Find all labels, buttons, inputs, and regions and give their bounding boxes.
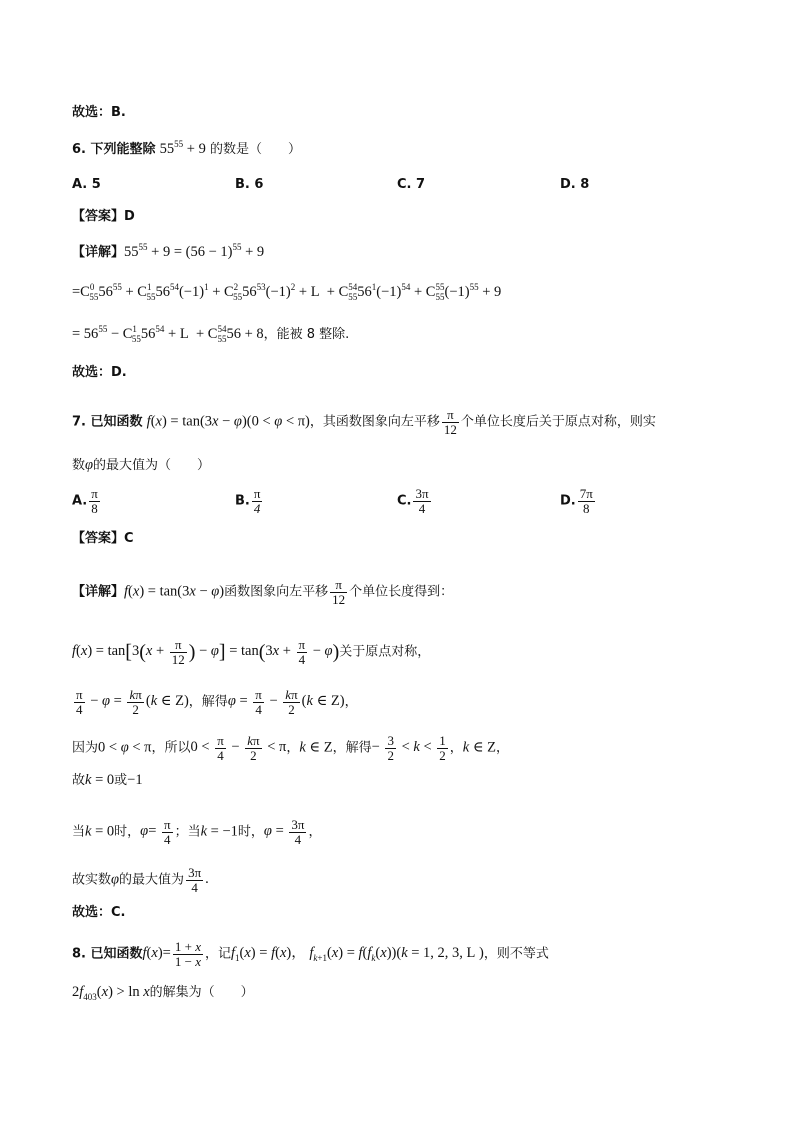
q7-k-in-z: k ∈ Z bbox=[299, 739, 333, 756]
q6-detail-line-1 bbox=[72, 243, 264, 262]
q6-stem-tail: 的数是（ ） bbox=[209, 142, 301, 157]
q7-option-a bbox=[72, 487, 102, 515]
q7-k-values-b: −1 bbox=[127, 772, 143, 788]
q6-conclusion: 故选：D. bbox=[72, 365, 127, 380]
q6-detail-eq-1: $55^{55} + 9 = (56 - 1)^{55} + 9$ bbox=[124, 242, 265, 260]
q8-stem-line-2 bbox=[72, 983, 254, 1002]
q8-stem-note: ，记 bbox=[204, 946, 231, 962]
q8-stem-line-1 bbox=[72, 940, 549, 968]
q8-stem-inequality-text: ，则不等式 bbox=[483, 946, 549, 962]
q7-final-text-a: 故实数 bbox=[72, 872, 112, 888]
q7-stem-real: 数 bbox=[72, 458, 86, 473]
q7-k0: k = 0 bbox=[85, 823, 115, 840]
q7-detail-line-3: $\frac{\pi}{4}$ − φ = $\frac{k\pi}{2}$ (k ∈ Z)，解得φ = $\frac{\pi}{4}$ − $\frac{k\pi}{2}$ (k ∈ Z)， bbox=[72, 688, 358, 716]
q7-k-in-z-2: k ∈ Z bbox=[462, 739, 497, 756]
q7-option-b bbox=[235, 487, 264, 515]
q7-detail-phi-solution: φ = $\frac{\pi}{4}$ − $\frac{k\pi}{2}$ (k ∈ Z) bbox=[227, 687, 345, 717]
q7-stem-symmetric: 个单位长度后关于原点对称，则实 bbox=[460, 414, 656, 430]
q7-solve2-text: ，解得 bbox=[332, 740, 372, 756]
q6-option-c: C. 7 bbox=[397, 177, 426, 192]
q8-recursion: $f_1(x) = f(x)$， $f_{k+1}(x) = f(f_k(x))(k = 1$, 2, 3, L ) bbox=[230, 945, 484, 964]
q6-detail-line-2: $=C^0_{55}56^{55} + C^1_{55}56^{54}(-1)^1 + C^2_{55}56^{53}(-1)^2 + L + C^{54}_{55}56^1(-1)^{54} + C^{55}_{55}(-1)^{55} + 9$ bbox=[72, 282, 502, 302]
q7-detail-line-1 bbox=[72, 578, 453, 606]
q7-k-values-a: k = 0 bbox=[85, 772, 115, 788]
q7-final-text-b: 的最大值为 bbox=[119, 872, 185, 888]
q7-inequality: 0 < $\frac{\pi}{4}$ − $\frac{k\pi}{2}$ < π bbox=[190, 733, 287, 763]
q6-option-b: B. 6 bbox=[235, 177, 264, 192]
q7-detail-line-2 bbox=[72, 638, 430, 666]
q7-option-c-label: C. bbox=[397, 493, 412, 509]
q7-shift-fraction: $\frac{\pi}{12}$ bbox=[443, 407, 457, 437]
q7-detail-shifted-func: f(x) = tan[3(x + $\frac{\pi}{12}$ ) − φ] = tan(3x + $\frac{\pi}{4}$ − φ) bbox=[72, 637, 340, 667]
q7-final-phi: φ bbox=[111, 871, 120, 888]
q7-detail-eq-k: $\frac{\pi}{4}$ − φ = $\frac{k\pi}{2}$ (k ∈ Z) bbox=[76, 687, 189, 717]
q7-phi: φ bbox=[85, 457, 94, 473]
q8-stem-lead: 8. 已知函数 bbox=[72, 946, 143, 962]
q7-option-d-label: D. bbox=[560, 493, 576, 509]
q7-k-1: k = −1 bbox=[200, 823, 238, 840]
q7-option-a-value: $\frac{\pi}{8}$ bbox=[91, 486, 98, 516]
q6-stem-lead: 6. 下列能整除 bbox=[72, 142, 156, 157]
q6-divisible-text: ，能被 8 整除. bbox=[263, 327, 350, 342]
q6-option-a: A. 5 bbox=[72, 177, 101, 192]
q7-option-c-value: $\frac{3\pi}{4}$ bbox=[415, 486, 429, 516]
q7-detail-line-7 bbox=[72, 866, 209, 894]
q7-stem-lead: 7. 已知函数 bbox=[72, 414, 143, 430]
q7-k-range: − $\frac{3}{2}$ < k < $\frac{1}{2}$ bbox=[371, 733, 446, 763]
q6-option-d: D. 8 bbox=[560, 177, 590, 192]
q7-detail-shift-text: 函数图象向左平移 bbox=[224, 584, 329, 600]
q6-detail-eq-3: = $56^{55} - C^1_{55}56^{54} + L + C^{54}_{55}56 + 8$ bbox=[72, 324, 264, 344]
q7-solve-text: ，解得 bbox=[188, 694, 228, 710]
q7-detail-tag: 【详解】 bbox=[72, 584, 125, 600]
q7-option-b-value: $\frac{\pi}{4}$ bbox=[253, 486, 261, 516]
q7-final-value: $\frac{3\pi}{4}$ . bbox=[188, 865, 209, 895]
q7-phi-range: 0 < φ < π bbox=[98, 739, 152, 756]
q7-stem-line-2 bbox=[72, 456, 210, 475]
q7-hence-text: 故 bbox=[72, 773, 86, 788]
q7-option-d bbox=[560, 487, 597, 515]
q7-because-text: 因为 bbox=[72, 740, 99, 756]
q7-detail-func: f(x) = tan(3x − φ) bbox=[124, 583, 225, 600]
q6-answer: 【答案】D bbox=[72, 209, 135, 224]
q7-detail-line-4: 因为0 < φ < π，所以0 < $\frac{\pi}{4}$ − $\frac{k\pi}{2}$ < π，k ∈ Z，解得− $\frac{3}{2}$ < k < $\frac{1}{2}$ ，k ∈ Z， bbox=[72, 733, 510, 763]
q7-stem-max: 的最大值为（ ） bbox=[93, 458, 211, 473]
q7-phi-k-1: φ = $\frac{3\pi}{4}$ bbox=[263, 817, 305, 847]
q5-conclusion: 故选：B. bbox=[72, 105, 126, 120]
q6-detail-tag: 【详解】 bbox=[72, 245, 125, 260]
q6-expression: $55^{55} + 9$ bbox=[159, 139, 206, 157]
q7-option-b-label: B. bbox=[235, 493, 250, 509]
q7-symmetric-text: 关于原点对称， bbox=[339, 644, 431, 660]
q7-or-text: 或 bbox=[114, 773, 128, 788]
q7-semi-text: ；当 bbox=[174, 824, 201, 840]
q7-conclusion: 故选：C. bbox=[72, 905, 126, 920]
q7-function: f(x) = tan(3x − φ)(0 < φ < π) bbox=[146, 413, 310, 430]
q7-shi-text: 时， bbox=[114, 824, 141, 840]
q7-option-a-label: A. bbox=[72, 493, 88, 509]
q6-detail-line-3 bbox=[72, 325, 349, 344]
q8-function: f(x)= $\frac{1 + x}{1 - x}$ bbox=[142, 939, 201, 969]
q7-detail-get-text: 个单位长度得到： bbox=[349, 584, 454, 600]
q7-stem-shift: ，其函数图象向左平移 bbox=[309, 414, 440, 430]
q7-stem-line-1 bbox=[72, 408, 656, 436]
q8-stem-solution-set: 的解集为（ ） bbox=[149, 985, 254, 1000]
q7-shi-text-2: 时， bbox=[237, 824, 264, 840]
q7-phi-k0: φ= $\frac{\pi}{4}$ bbox=[140, 817, 171, 847]
q8-inequality: $2f_{403}(x) > \ln x$ bbox=[72, 984, 150, 1002]
q7-so-text: ，所以 bbox=[151, 740, 191, 756]
q7-option-d-value: $\frac{7\pi}{8}$ bbox=[579, 486, 593, 516]
q7-detail-line-5 bbox=[72, 771, 143, 790]
q6-stem bbox=[72, 140, 301, 159]
q7-answer: 【答案】C bbox=[72, 531, 134, 546]
q7-option-c bbox=[397, 487, 433, 515]
q7-detail-line-6: 当k = 0时，φ= $\frac{\pi}{4}$ ；当k = −1时，φ = $\frac{3\pi}{4}$ ， bbox=[72, 817, 322, 847]
q7-detail-shift-fraction: $\frac{\pi}{12}$ bbox=[332, 577, 346, 607]
q7-when-text: 当 bbox=[72, 824, 86, 840]
